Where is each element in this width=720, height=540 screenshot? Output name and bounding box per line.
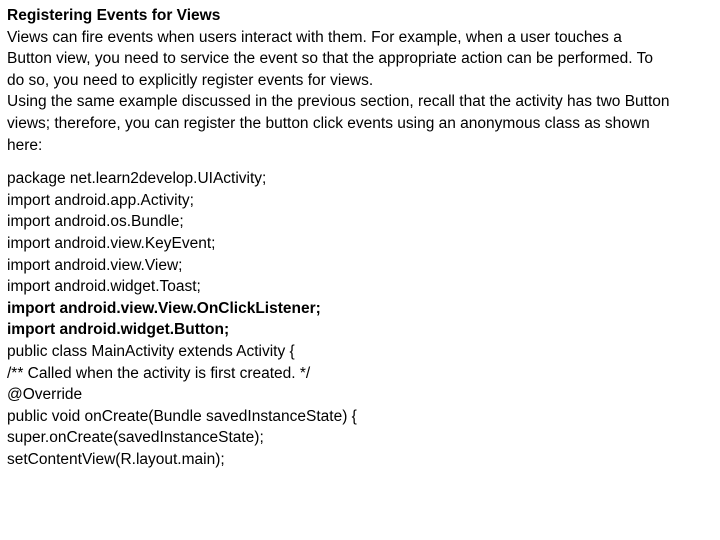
code-line: @Override [7,386,83,404]
code-line: setContentView(R.layout.main); [7,450,225,468]
intro-line: Using the same example discussed in the previous section, recall that the activity has two Button [7,93,670,111]
code-line: /** Called when the activity is first created. */ [7,364,311,382]
intro-line: Views can fire events when users interact with them. For example, when a user touches a [7,28,622,46]
code-line: public void onCreate(Bundle savedInstanceState) { [7,407,357,425]
code-line: import android.view.KeyEvent; [7,234,216,252]
intro-line: Button view, you need to service the event so that the appropriate action can be performed. To [7,50,653,68]
code-line-highlighted: import android.widget.Button; [7,321,230,339]
intro-line: do so, you need to explicitly register events for views. [7,71,374,89]
code-line: import android.view.View; [7,256,183,274]
code-line: import android.app.Activity; [7,191,194,209]
paragraph-spacer [7,156,715,168]
intro-paragraph [7,27,715,157]
code-line: public class MainActivity extends Activity { [7,342,295,360]
section-heading: Registering Events for Views [7,7,221,24]
code-line: import android.widget.Toast; [7,278,201,296]
code-line-highlighted: import android.view.View.OnClickListener; [7,299,321,317]
code-line: super.onCreate(savedInstanceState); [7,429,264,447]
code-line: import android.os.Bundle; [7,213,184,231]
code-line: package net.learn2develop.UIActivity; [7,170,267,188]
document-page [7,5,715,470]
code-listing [7,168,715,470]
intro-line: views; therefore, you can register the button click events using an anonymous class as shown [7,114,650,132]
intro-line: here: [7,136,43,154]
